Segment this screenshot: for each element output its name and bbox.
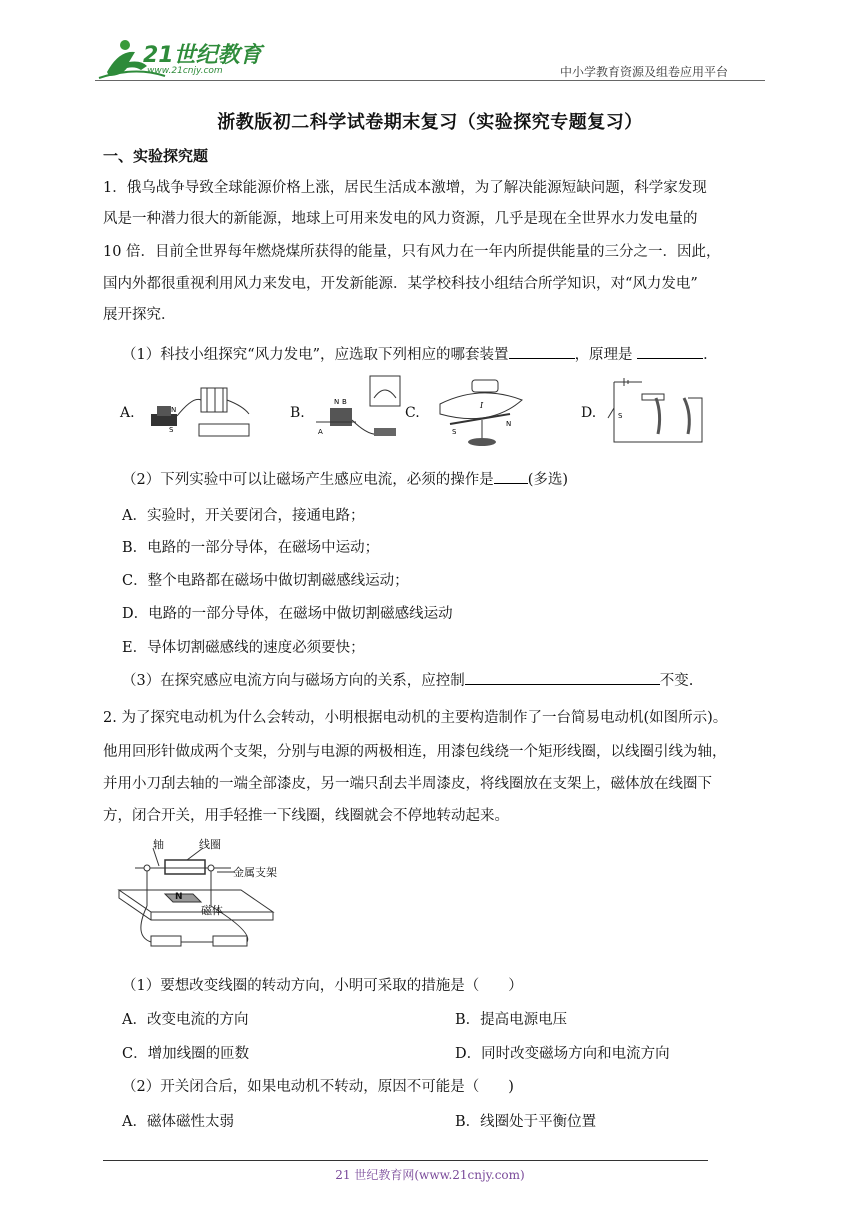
q1-line-5: 展开探究． [103,307,176,323]
motor-figure [113,836,293,960]
q1-sub3-text: （3）在探究感应电流方向与磁场方向的关系，应控制 [122,673,465,689]
q2-sub1-choice-b: B．提高电源电压 [455,1012,568,1028]
svg-text:N: N [506,420,512,428]
logo-text: 21世纪教育 [143,43,262,68]
q1-choice-c: C．整个电路都在磁场中做切割磁感线运动； [122,573,409,589]
q2-line-4: 方，闭合开关，用手轻推一下线圈，线圈就会不停地转动起来。 [103,808,509,824]
section-heading: 一、实验探究题 [103,147,209,165]
logo-url: www.21cnjy.com [147,66,223,76]
apparatus-c-figure [430,374,530,452]
q1-sub1-text: （1）科技小组探究“风力发电”，应选取下列相应的哪套装置 [122,347,509,363]
svg-text:N: N [171,406,177,414]
option-d-label: D. [581,405,597,421]
q2-sub1: （1）要想改变线圈的转动方向，小明可采取的措施是（ ） [122,978,523,994]
fig-label-coil: 线圈 [199,838,221,851]
q1-choice-d: D．电路的一部分导体，在磁场中做切割磁感线运动 [122,606,453,622]
fig-label-magnet: 磁体 [201,904,223,917]
svg-text:S: S [452,428,457,436]
answer-blank-operation[interactable] [494,469,528,484]
q2-sub2: （2）开关闭合后，如果电动机不转动，原因不可能是（ ) [122,1079,514,1095]
q1-line-3: 10 倍．目前全世界每年燃烧煤所获得的能量，只有风力在一年内所提供能量的三分之一．因此， [103,244,721,260]
svg-text:B: B [342,398,347,406]
q2-sub1-choice-a: A．改变电流的方向 [122,1012,249,1028]
q1-sub1-text-2: ，原理是 [574,347,633,363]
svg-text:A: A [318,428,323,436]
svg-text:I: I [480,401,484,410]
option-a-label: A. [120,405,135,421]
svg-text:S: S [169,426,174,434]
q1-line-1: 1．俄乌战争导致全球能源价格上涨，居民生活成本激增，为了解决能源短缺问题，科学家发现 [103,180,707,196]
option-b-label: B. [290,405,305,421]
header-platform-text: 中小学教育资源及组卷应用平台 [560,65,729,79]
q2-sub1-choice-c: C．增加线圈的匝数 [122,1046,250,1062]
q1-choice-e: E．导体切割磁感线的速度必须要快； [122,640,365,656]
q2-sub1-choice-d: D．同时改变磁场方向和电流方向 [455,1046,670,1062]
site-logo [95,36,265,82]
q1-sub2-text: （2）下列实验中可以让磁场产生感应电流，必须的操作是 [122,472,494,488]
q1-sub3-end: 不变. [659,673,694,689]
answer-blank-principle[interactable] [637,344,703,359]
answer-blank-control[interactable] [465,670,660,685]
q1-line-4: 国内外都很重视利用风力来发电，开发新能源．某学校科技小组结合所学知识，对“风力发电” [103,276,698,292]
q1-choice-b: B．电路的一部分导体，在磁场中运动； [122,540,380,556]
q1-line-2: 风是一种潜力很大的新能源，地球上可用来发电的风力资源，几乎是现在全世界水力发电量的 [103,211,698,227]
q2-line-2: 他用回形针做成两个支架，分别与电源的两极相连，用漆包线绕一个矩形线圈，以线圈引线为轴， [103,744,727,760]
fig-label-axis: 轴 [153,838,164,851]
q2-sub2-choice-a: A．磁体磁性太弱 [122,1114,234,1130]
q2-sub2-choice-b: B．线圈处于平衡位置 [455,1114,597,1130]
apparatus-b-figure [312,374,412,446]
q1-sub3 [122,669,693,690]
option-c-label: C. [405,405,420,421]
q1-sub2 [122,468,568,489]
svg-text:S: S [618,412,623,420]
apparatus-a-figure [143,376,268,446]
q1-sub2-tail: (多选) [527,472,569,488]
page-title: 浙教版初二科学试卷期末复习（实验探究专题复习） [217,112,643,133]
footer-link[interactable]: 21 世纪教育网(www.21cnjy.com) [335,1168,525,1182]
q1-choice-a: A．实验时，开关要闭合，接通电路； [122,508,365,524]
fig-label-n: N [175,892,183,902]
q1-sub1-end: ． [703,347,718,363]
svg-text:N: N [334,398,340,406]
q1-sub1 [122,343,718,364]
q2-line-1: 2. 为了探究电动机为什么会转动，小明根据电动机的主要构造制作了一台简易电动机(如图所示)。 [103,710,728,726]
q2-line-3: 并用小刀刮去轴的一端全部漆皮，另一端只刮去半周漆皮，将线圈放在支架上，磁体放在线圈下 [103,776,712,792]
fig-label-bracket: 金属支架 [233,866,277,879]
footer-divider [103,1160,708,1161]
header-divider [95,80,765,81]
answer-blank-device[interactable] [509,344,575,359]
apparatus-d-figure [602,374,712,448]
